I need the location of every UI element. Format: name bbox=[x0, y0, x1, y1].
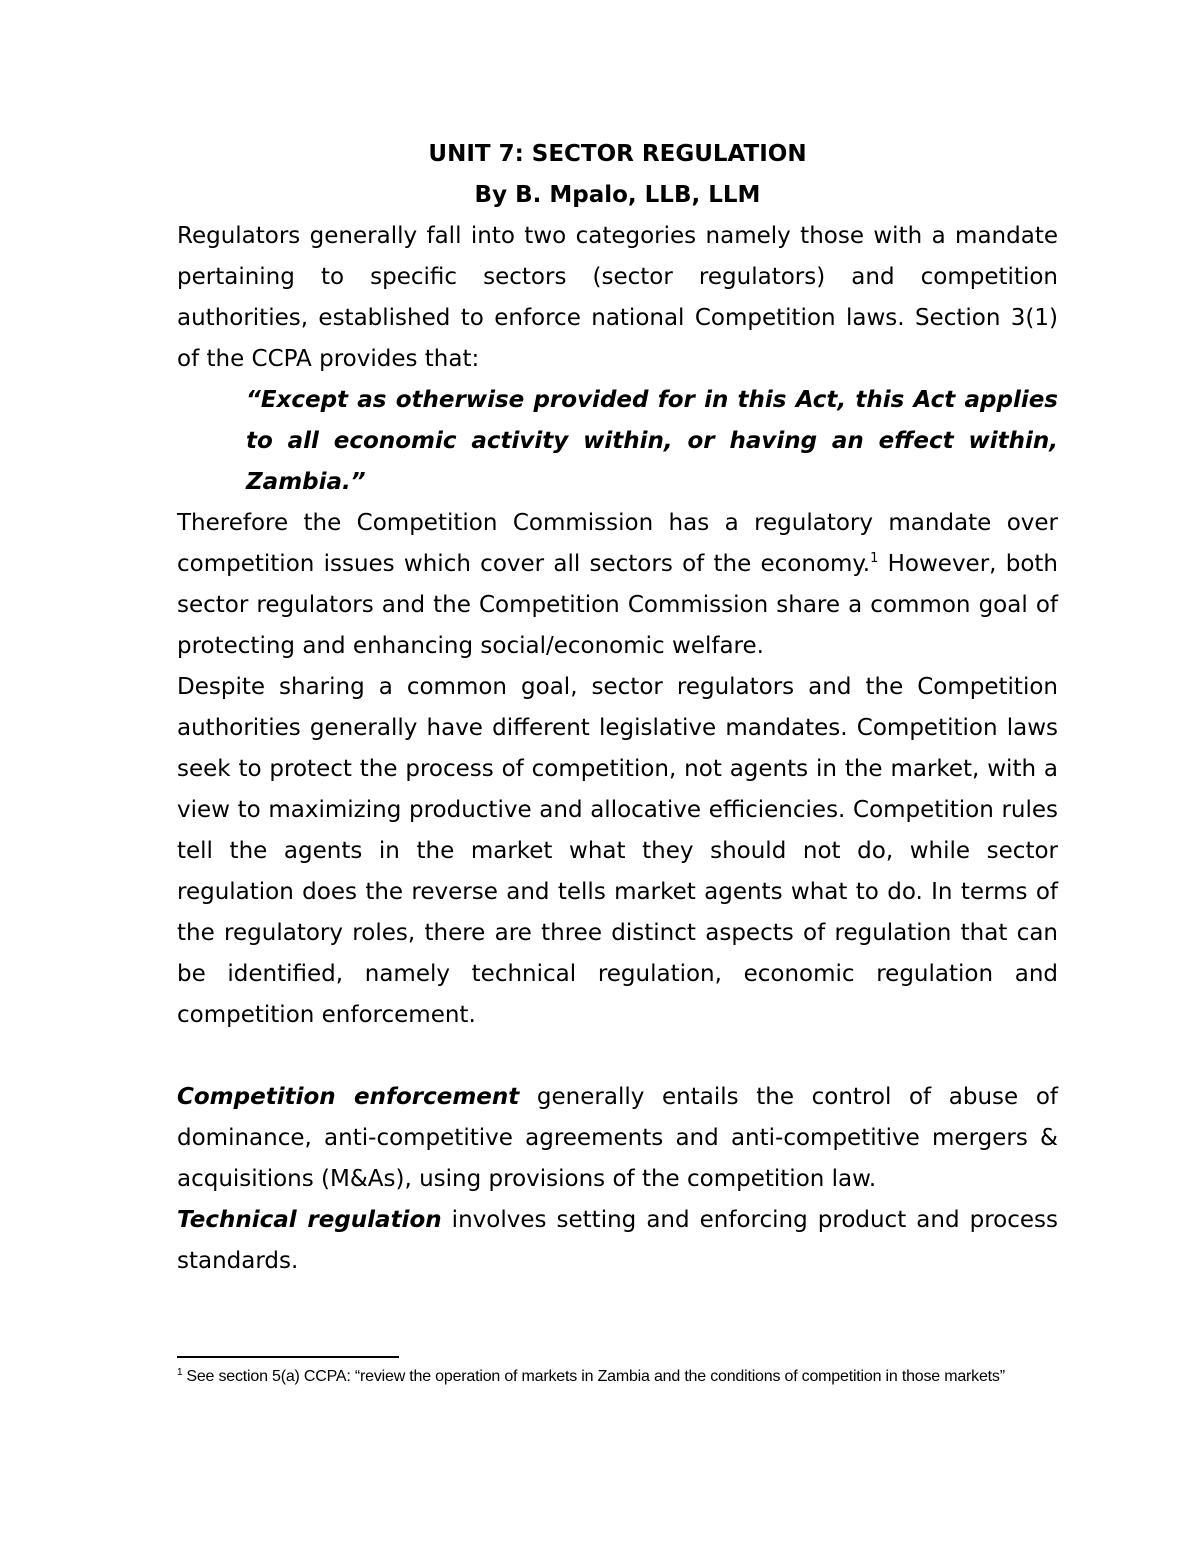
footnote bbox=[177, 1366, 1058, 1388]
mandate-text-start: Therefore the Competition Commission has a regulatory mandate over competition issues which cover all sectors of the economy. bbox=[177, 510, 1058, 577]
paragraph-spacer bbox=[177, 1036, 1058, 1077]
legislative-mandates-paragraph: Despite sharing a common goal, sector regulators and the Competition authorities generally have different legislative mandates. Competition laws seek to protect the process of competition, not agents in the market, with a view to maximizing productive and allocative efficiencies. Competition rules tell the agents in the market what they should not do, while sector regulation does the reverse and tells market agents what to do. In terms of the regulatory roles, there are three distinct aspects of regulation that can be identified, namely technical regulation, economic regulation and competition enforcement. bbox=[177, 674, 1058, 1028]
footnote-separator bbox=[177, 1356, 399, 1358]
statute-quote: “Except as otherwise provided for in this Act, this Act applies to all economic activity within, or having an effect within, Zambia.” bbox=[246, 387, 1058, 495]
technical-regulation-text: involves setting and enforcing product and process standards. bbox=[177, 1207, 1058, 1274]
footnote-text: See section 5(a) CCPA: “review the operation of markets in Zambia and the conditions of competition in those markets” bbox=[186, 1368, 1005, 1385]
document-body bbox=[177, 134, 1058, 1282]
competition-enforcement-text: generally entails the control of abuse of dominance, anti-competitive agreements and anti-competitive mergers & acquisitions (M&As), using provisions of the competition law. bbox=[177, 1084, 1058, 1192]
document-title: UNIT 7: SECTOR REGULATION bbox=[428, 141, 807, 167]
footnote-reference[interactable]: 1 bbox=[870, 551, 879, 566]
mandate-paragraph bbox=[177, 503, 1058, 667]
competition-enforcement-paragraph bbox=[177, 1077, 1058, 1200]
intro-paragraph: Regulators generally fall into two categories namely those with a mandate pertaining to specific sectors (sector regulators) and competition authorities, established to enforce national Competition laws. Section 3(1) of the CCPA provides that: bbox=[177, 223, 1058, 372]
technical-regulation-paragraph bbox=[177, 1200, 1058, 1282]
technical-regulation-term: Technical regulation bbox=[177, 1207, 442, 1233]
mandate-text-end: However, both sector regulators and the Competition Commission share a common goal of protecting and enhancing social/economic welfare. bbox=[177, 551, 1058, 659]
document-author: By B. Mpalo, LLB, LLM bbox=[474, 182, 761, 208]
footnote-number: 1 bbox=[177, 1367, 183, 1378]
competition-enforcement-term: Competition enforcement bbox=[177, 1084, 520, 1110]
